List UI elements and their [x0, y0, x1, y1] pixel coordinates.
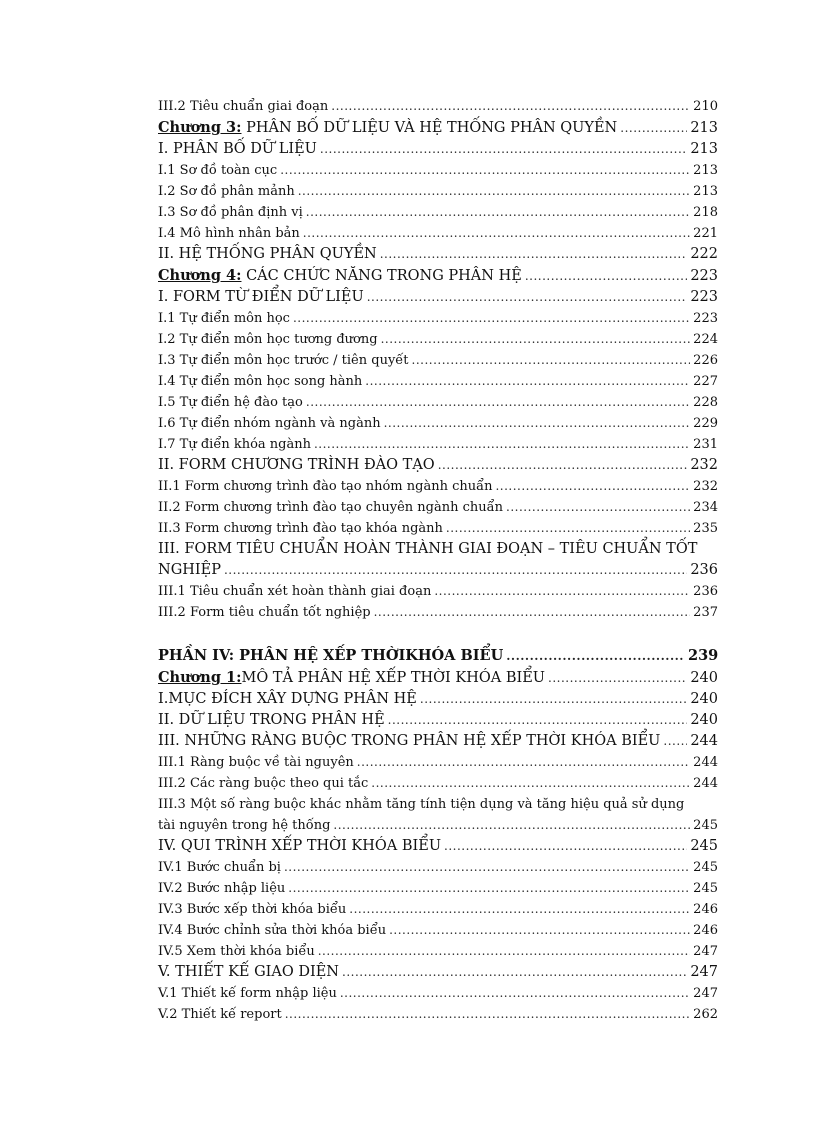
toc-entry-title: [158, 139, 317, 160]
toc-entry-page: 231: [693, 437, 718, 452]
toc-entry: [158, 920, 718, 941]
toc-entry-page: 227: [693, 374, 718, 389]
toc-entry-text: IV.4 Bước chỉnh sửa thời khóa biểu: [158, 923, 387, 938]
toc-entry: [158, 392, 718, 413]
toc-entry-title: [158, 497, 503, 518]
toc-entry-text: II.2 Form chương trình đào tạo chuyên ngành chuẩn: [158, 500, 503, 515]
toc-entry-page: 213: [693, 184, 718, 199]
toc-entry-title: [158, 731, 660, 752]
toc-chapter-entry: [158, 667, 718, 689]
toc-entry-title: [158, 773, 368, 794]
toc-chapter-entry: [158, 117, 718, 139]
toc-entry-text: III.1 Ràng buộc về tài nguyên: [158, 755, 354, 770]
toc-entry-text: I. PHÂN BỐ DỮ LIỆU: [158, 141, 317, 157]
toc-entry: [158, 983, 718, 1004]
toc-leader-dots: [506, 645, 685, 667]
toc-entry-page: 223: [693, 311, 718, 326]
toc-leader-dots: [434, 581, 690, 602]
toc-entry-title: [158, 329, 378, 350]
toc-entry-title: [158, 371, 362, 392]
toc-entry-title: [158, 941, 315, 962]
toc-entry: [158, 139, 718, 160]
toc-leader-dots: [306, 392, 690, 413]
toc-leader-dots: [333, 815, 690, 836]
toc-entry-title: [158, 392, 303, 413]
toc-entry-text: I.MỤC ĐÍCH XÂY DỰNG PHÂN HỆ: [158, 691, 417, 707]
toc-entry-page: 218: [693, 205, 718, 220]
toc-leader-dots: [420, 689, 687, 710]
toc-entry-text: V.2 Thiết kế report: [158, 1007, 282, 1022]
toc-entry-title: [158, 117, 617, 139]
toc-entry-text: V.1 Thiết kế form nhập liệu: [158, 986, 337, 1001]
toc-leader-dots: [320, 139, 687, 160]
toc-entry: [158, 96, 718, 117]
toc-entry-title-line2: NGHIỆP: [158, 562, 221, 578]
toc-leader-dots: [280, 160, 690, 181]
toc-leader-dots: [444, 836, 687, 857]
table-of-contents: [158, 96, 718, 1025]
toc-entry-text: III.2 Các ràng buộc theo qui tắc: [158, 776, 369, 791]
toc-entry: [158, 160, 718, 181]
toc-entry-text: III.2 Tiêu chuẩn giai đoạn: [158, 99, 329, 114]
toc-entry: [158, 497, 718, 518]
toc-entry-text: II.1 Form chương trình đào tạo nhóm ngành chuẩn: [158, 479, 493, 494]
toc-entry-page: 246: [693, 902, 718, 917]
toc-entry-text: I.5 Tự điển hệ đào tạo: [158, 395, 303, 410]
toc-entry: [158, 836, 718, 857]
toc-entry: [158, 689, 718, 710]
toc-entry-page: 246: [693, 923, 718, 938]
toc-chapter-entry: [158, 265, 718, 287]
toc-entry-page: 247: [690, 964, 718, 980]
toc-entry-title: [158, 96, 328, 117]
toc-entry-page: 240: [690, 712, 718, 728]
toc-entry-page: 244: [693, 755, 718, 770]
toc-entry-text: I.6 Tự điển nhóm ngành và ngành: [158, 416, 381, 431]
toc-entry-text: I.2 Tự điển môn học tương đương: [158, 332, 378, 347]
toc-entry: [158, 476, 718, 497]
toc-entry-title: [158, 287, 364, 308]
toc-entry: [158, 223, 718, 244]
toc-entry-page: 229: [693, 416, 718, 431]
toc-leader-dots: [340, 983, 690, 1004]
toc-entry: [158, 899, 718, 920]
toc-leader-dots: [389, 920, 690, 941]
toc-entry: [158, 1004, 718, 1025]
toc-entry-text: I.1 Tự điển môn học: [158, 311, 290, 326]
toc-leader-dots: [288, 878, 690, 899]
toc-entry: [158, 602, 718, 623]
toc-entry: [158, 731, 718, 752]
toc-entry-text: CÁC CHỨC NĂNG TRONG PHÂN HỆ: [241, 268, 522, 284]
toc-entry-text: III. NHỮNG RÀNG BUỘC TRONG PHÂN HỆ XẾP THỜI KHÓA BIỂU: [158, 733, 661, 749]
toc-entry-text: I.3 Sơ đồ phân định vị: [158, 205, 303, 220]
toc-entry-page: 226: [693, 353, 718, 368]
toc-entry-title: [158, 602, 371, 623]
toc-entry-title: [158, 836, 441, 857]
toc-entry-title: [158, 710, 385, 731]
toc-entry-title: [158, 1004, 282, 1025]
toc-leader-dots: [293, 308, 690, 329]
toc-entry-title: [158, 689, 417, 710]
toc-entry-page: 221: [693, 226, 718, 241]
toc-entry: [158, 244, 718, 265]
toc-entry: [158, 202, 718, 223]
toc-section-a: [158, 96, 718, 539]
toc-entry-title: [158, 476, 492, 497]
toc-leader-dots: [284, 857, 690, 878]
toc-section-d: [158, 836, 718, 1025]
toc-leader-dots: [381, 329, 691, 350]
toc-entry-title: [158, 265, 522, 287]
toc-entry-page: 247: [693, 986, 718, 1001]
toc-entry-page: 244: [693, 776, 718, 791]
toc-entry-page: 210: [693, 99, 718, 114]
toc-entry-title: [158, 857, 281, 878]
section-gap: [158, 623, 718, 645]
toc-leader-dots: [412, 350, 691, 371]
chapter-label: Chương 3:: [158, 119, 242, 136]
toc-entry-text: I.7 Tự điển khóa ngành: [158, 437, 311, 452]
toc-entry-page: 245: [693, 860, 718, 875]
toc-entry-page: 245: [690, 838, 718, 854]
toc-entry-title: [158, 455, 435, 476]
toc-leader-dots: [380, 244, 688, 265]
toc-entry-text: I.4 Tự điển môn học song hành: [158, 374, 363, 389]
toc-entry: [158, 518, 718, 539]
toc-entry-text: III.2 Form tiêu chuẩn tốt nghiệp: [158, 605, 371, 620]
toc-entry-title-line1: III.3 Một số ràng buộc khác nhằm tăng tính tiện dụng và tăng hiệu quả sử dụng: [158, 797, 685, 812]
toc-leader-dots: [384, 413, 691, 434]
toc-entry-title: [158, 350, 409, 371]
toc-leader-dots: [388, 710, 688, 731]
toc-entry-text: I. FORM TỪ ĐIỂN DỮ LIỆU: [158, 289, 364, 305]
toc-entry-title: [158, 181, 295, 202]
toc-entry-text: III.1 Tiêu chuẩn xét hoàn thành giai đoạn: [158, 584, 432, 599]
toc-entry-title: [158, 244, 377, 265]
toc-leader-dots: [298, 181, 690, 202]
toc-entry-title: [158, 413, 381, 434]
toc-entry-page: 234: [693, 500, 718, 515]
toc-leader-dots: [285, 1004, 690, 1025]
toc-entry-page: 239: [688, 647, 719, 664]
toc-leader-dots: [548, 668, 687, 689]
toc-entry: [158, 962, 718, 983]
toc-entry-text: V. THIẾT KẾ GIAO DIỆN: [158, 964, 339, 980]
toc-leader-dots: [349, 899, 690, 920]
toc-entry: [158, 434, 718, 455]
toc-entry-text: II. DỮ LIỆU TRONG PHÂN HỆ: [158, 712, 385, 728]
toc-entry-title: [158, 202, 303, 223]
toc-entry-page: 240: [690, 691, 718, 707]
toc-leader-dots: [374, 602, 691, 623]
toc-entry-title: [158, 667, 545, 689]
toc-entry-text: IV.5 Xem thời khóa biểu: [158, 944, 315, 959]
toc-leader-dots: [446, 518, 690, 539]
toc-entry-page: 232: [690, 457, 718, 473]
toc-leader-dots: [314, 434, 690, 455]
toc-entry: [158, 308, 718, 329]
toc-entry-text: MÔ TẢ PHÂN HỆ XẾP THỜI KHÓA BIỂU: [241, 670, 546, 686]
toc-entry-text: I.1 Sơ đồ toàn cục: [158, 163, 278, 178]
toc-entry-page: 236: [693, 584, 718, 599]
toc-entry: [158, 581, 718, 602]
toc-leader-dots: [365, 371, 690, 392]
toc-entry-page: 245: [693, 818, 718, 833]
toc-entry-page: 213: [693, 163, 718, 178]
chapter-label: Chương 4:: [158, 267, 242, 284]
toc-entry-text: IV.1 Bước chuẩn bị: [158, 860, 281, 875]
toc-entry: [158, 371, 718, 392]
toc-entry-page: 213: [690, 120, 718, 136]
toc-entry: [158, 710, 718, 731]
toc-entry-page: 232: [693, 479, 718, 494]
toc-entry: [158, 773, 718, 794]
toc-entry: [158, 181, 718, 202]
toc-entry: [158, 752, 718, 773]
toc-entry-text: I.3 Tự điển môn học trước / tiên quyết: [158, 353, 409, 368]
toc-entry-text: I.4 Mô hình nhân bản: [158, 226, 300, 241]
toc-entry-wrapped: [158, 794, 718, 836]
toc-entry-title: [158, 920, 386, 941]
toc-entry-title-line2: tài nguyên trong hệ thống: [158, 818, 331, 833]
toc-leader-dots: [371, 773, 690, 794]
toc-entry: [158, 941, 718, 962]
toc-entry-title: [158, 645, 503, 666]
toc-entry-page: 262: [693, 1007, 718, 1022]
toc-leader-dots: [367, 287, 688, 308]
toc-leader-dots: [224, 560, 687, 581]
toc-entry-page: 213: [690, 141, 718, 157]
toc-entry-page: 223: [690, 268, 718, 284]
toc-entry-title: [158, 878, 285, 899]
toc-entry-page: 224: [693, 332, 718, 347]
toc-entry-title-line1: III. FORM TIÊU CHUẨN HOÀN THÀNH GIAI ĐOẠN – TIÊU CHUẨN TỐT: [158, 541, 698, 557]
toc-entry-title: [158, 518, 443, 539]
toc-section-b: [158, 581, 718, 623]
toc-part-entry: [158, 645, 718, 667]
toc-entry-text: PHÂN BỐ DỮ LIỆU VÀ HỆ THỐNG PHÂN QUYỀN: [241, 120, 618, 136]
toc-entry-text: I.2 Sơ đồ phân mảnh: [158, 184, 295, 199]
toc-leader-dots: [357, 752, 690, 773]
toc-entry: [158, 350, 718, 371]
toc-leader-dots: [318, 941, 690, 962]
toc-leader-dots: [331, 96, 690, 117]
toc-leader-dots: [495, 476, 690, 497]
toc-entry-page: 247: [693, 944, 718, 959]
toc-entry-title: [158, 434, 311, 455]
toc-entry-text: IV.3 Bước xếp thời khóa biểu: [158, 902, 347, 917]
toc-entry-title: [158, 899, 346, 920]
toc-entry-title: [158, 160, 277, 181]
toc-entry-page: 237: [693, 605, 718, 620]
toc-entry-text: II. FORM CHƯƠNG TRÌNH ĐÀO TẠO: [158, 457, 435, 473]
toc-entry: [158, 878, 718, 899]
toc-leader-dots: [306, 202, 690, 223]
toc-leader-dots: [525, 266, 688, 287]
chapter-label: Chương 1:: [158, 669, 242, 686]
toc-leader-dots: [663, 731, 687, 752]
toc-leader-dots: [303, 223, 690, 244]
toc-entry-text: II.3 Form chương trình đào tạo khóa ngành: [158, 521, 443, 536]
toc-entry-page: 245: [693, 881, 718, 896]
toc-entry-text: IV.2 Bước nhập liệu: [158, 881, 286, 896]
toc-entry-page: 223: [690, 289, 718, 305]
toc-leader-dots: [342, 962, 687, 983]
toc-leader-dots: [620, 118, 687, 139]
toc-entry: [158, 329, 718, 350]
toc-entry-page: 240: [690, 670, 718, 686]
toc-entry-text: II. HỆ THỐNG PHÂN QUYỀN: [158, 246, 377, 262]
toc-entry-page: 222: [690, 246, 718, 262]
toc-entry-title: [158, 581, 431, 602]
toc-entry-title: [158, 983, 337, 1004]
toc-entry-text: PHẦN IV: PHÂN HỆ XẾP THỜIKHÓA BIỂU: [158, 647, 504, 664]
toc-entry: [158, 413, 718, 434]
toc-entry-title: [158, 752, 354, 773]
toc-entry-page: 228: [693, 395, 718, 410]
toc-entry-page: 236: [690, 562, 718, 578]
toc-leader-dots: [438, 455, 688, 476]
toc-entry-title: [158, 962, 339, 983]
toc-entry-title: [158, 308, 290, 329]
toc-entry: [158, 287, 718, 308]
toc-entry-page: 235: [693, 521, 718, 536]
toc-entry-page: 244: [690, 733, 718, 749]
toc-entry: [158, 455, 718, 476]
toc-entry-wrapped: [158, 539, 718, 581]
toc-entry: [158, 857, 718, 878]
toc-entry-text: IV. QUI TRÌNH XẾP THỜI KHÓA BIỂU: [158, 838, 442, 854]
toc-section-c: [158, 645, 718, 794]
toc-entry-title: [158, 223, 300, 244]
toc-leader-dots: [506, 497, 690, 518]
